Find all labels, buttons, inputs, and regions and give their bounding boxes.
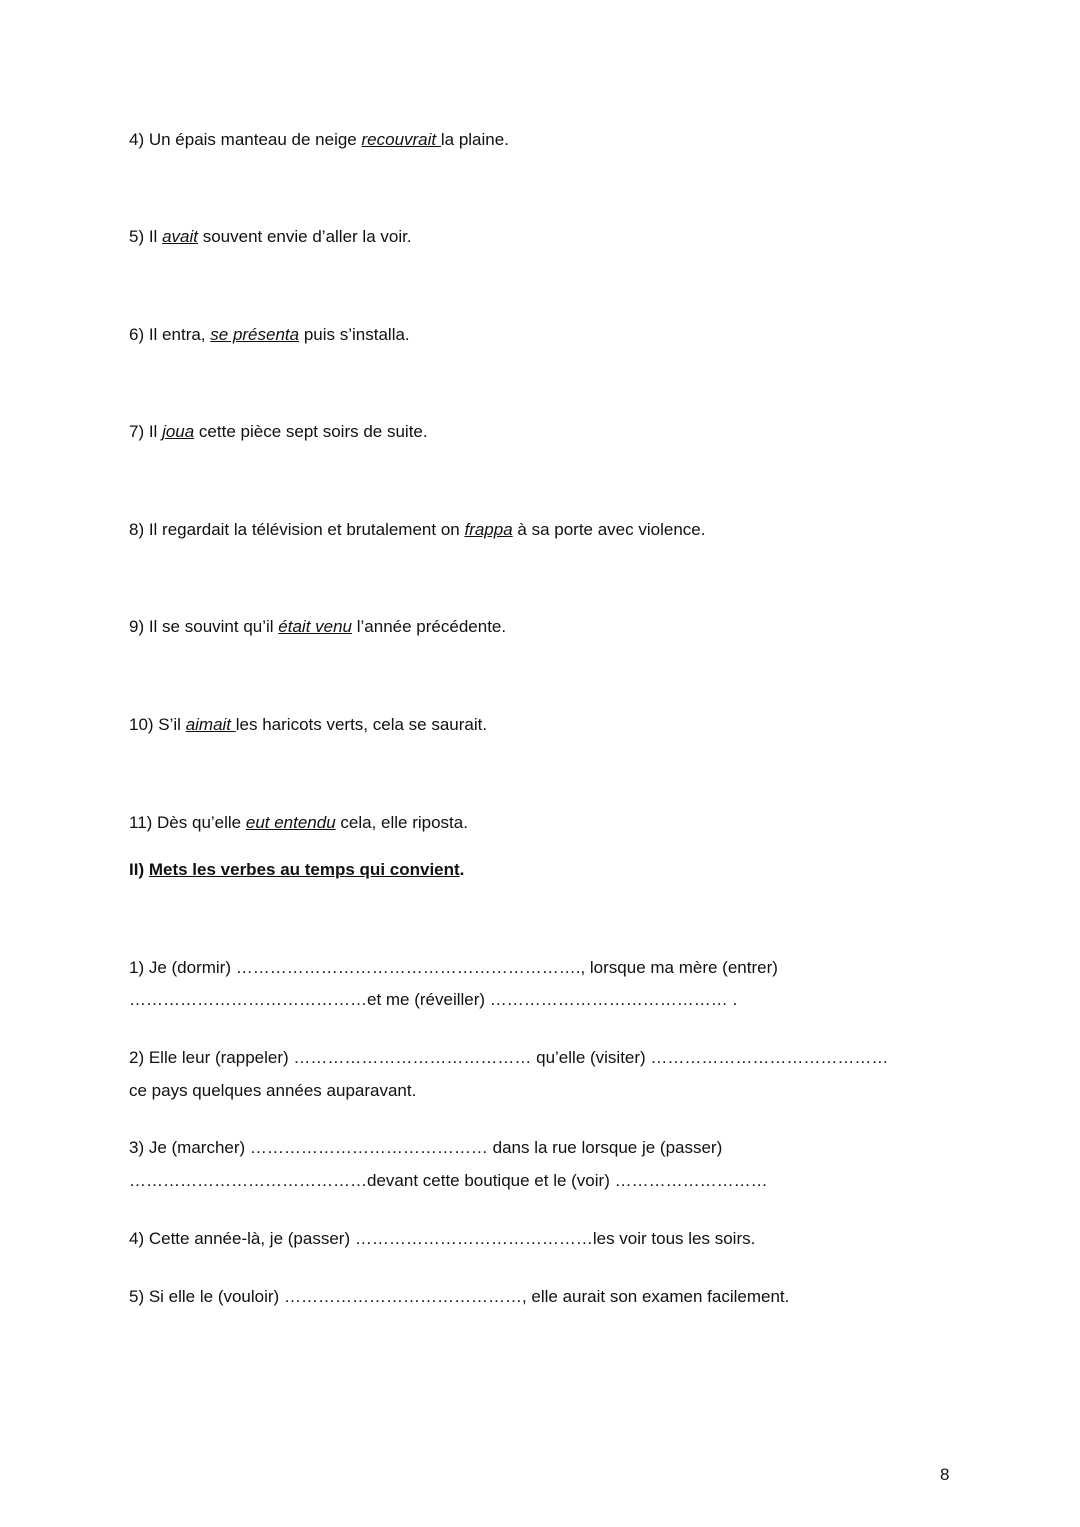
exercise1-sentence-11 — [129, 813, 468, 833]
underlined-verb: recouvrait — [361, 130, 441, 149]
exercise1-sentence-8 — [129, 520, 705, 540]
sentence-text: souvent envie d’aller la voir. — [197, 227, 412, 246]
heading-number: II) — [129, 860, 149, 879]
exercise2-line: ……………………………………devant cette boutique et le (voir) ……………………… — [129, 1171, 768, 1190]
exercise2-line: 4) Cette année-là, je (passer) ……………………………………les voir tous les soirs. — [129, 1229, 756, 1248]
exercise2-line: 3) Je (marcher) …………………………………… dans la rue lorsque je (passer) — [129, 1138, 723, 1157]
exercise1-sentence-4 — [129, 130, 509, 150]
underlined-verb: se présenta — [210, 325, 300, 344]
exercise2-line: 1) Je (dormir) ……………………………………………………., lorsque ma mère (entrer) — [129, 958, 778, 977]
sentence-text: 10) S’il — [129, 715, 186, 734]
exercise1-sentence-9 — [129, 617, 506, 637]
sentence-text: à sa porte avec violence. — [512, 520, 706, 539]
sentence-text: puis s’installa. — [299, 325, 410, 344]
exercise1-sentence-5 — [129, 227, 412, 247]
sentence-text: 5) Il — [129, 227, 163, 246]
exercise1-sentence-10 — [129, 715, 487, 735]
exercise2-heading — [129, 860, 464, 880]
sentence-text: 7) Il — [129, 422, 163, 441]
sentence-text: 9) Il se souvint qu’il — [129, 617, 279, 636]
underlined-verb: joua — [162, 422, 195, 441]
underlined-verb: était venu — [278, 617, 353, 636]
heading-period: . — [459, 860, 465, 879]
sentence-text: cela, elle riposta. — [335, 813, 468, 832]
sentence-text: les haricots verts, cela se saurait. — [235, 715, 488, 734]
sentence-text: l’année précédente. — [352, 617, 507, 636]
sentence-text: la plaine. — [440, 130, 509, 149]
sentence-text: 6) Il entra, — [129, 325, 211, 344]
underlined-verb: eut entendu — [245, 813, 336, 832]
exercise2-line: 5) Si elle le (vouloir) ……………………………………, elle aurait son examen facilement. — [129, 1287, 790, 1306]
exercise1-sentence-6 — [129, 325, 410, 345]
sentence-text: 4) Un épais manteau de neige — [129, 130, 362, 149]
underlined-verb: aimait — [185, 715, 236, 734]
heading-title: Mets les verbes au temps qui convient — [148, 860, 460, 879]
page-number: 8 — [940, 1465, 950, 1484]
sentence-text: 11) Dès qu’elle — [129, 813, 246, 832]
sentence-text: 8) Il regardait la télévision et brutalement on — [129, 520, 465, 539]
underlined-verb: avait — [162, 227, 198, 246]
exercise2-line: ……………………………………et me (réveiller) …………………………………… . — [129, 990, 738, 1009]
exercise1-sentence-7 — [129, 422, 428, 442]
underlined-verb: frappa — [464, 520, 513, 539]
sentence-text: cette pièce sept soirs de suite. — [194, 422, 428, 441]
exercise2-line: ce pays quelques années auparavant. — [129, 1081, 417, 1100]
exercise2-line: 2) Elle leur (rappeler) …………………………………… qu’elle (visiter) …………………………………… — [129, 1048, 889, 1067]
